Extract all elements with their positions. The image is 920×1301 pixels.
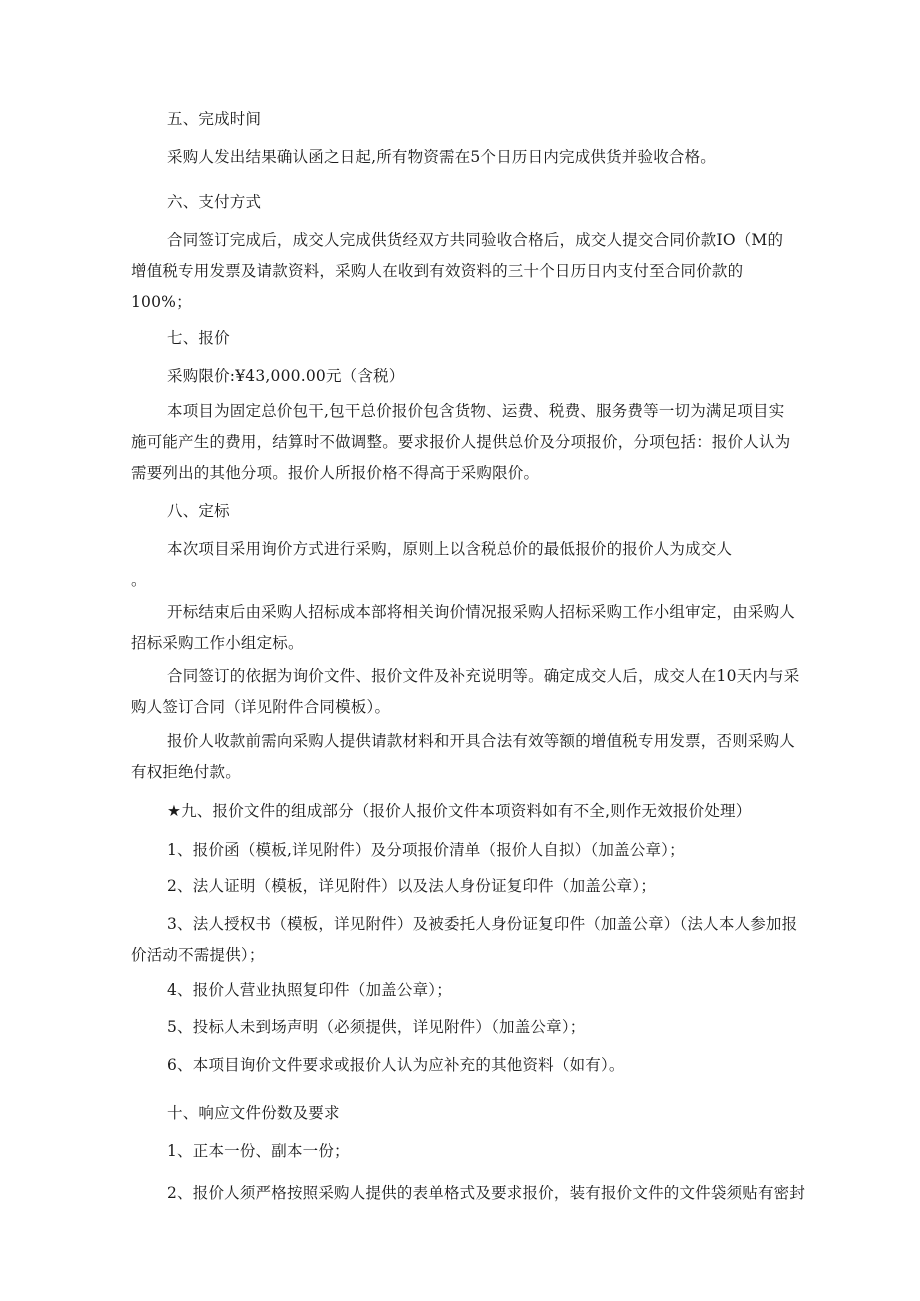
section-heading-award: 八、定标 xyxy=(167,502,230,520)
text-line: 合同签订完成后，成交人完成供货经双方共同验收合格后，成交人提交合同价款IO（M的 xyxy=(167,231,784,249)
paragraph-contract-basis xyxy=(131,661,800,723)
section-heading-completion-time: 五、完成时间 xyxy=(167,110,262,128)
text-line: 购人签订合同（详见附件合同模板）。 xyxy=(131,698,391,716)
section-heading-payment: 六、支付方式 xyxy=(167,193,262,211)
text-line: 价活动不需提供）； xyxy=(131,946,265,964)
paragraph-invoice xyxy=(131,726,796,788)
text-line: 本次项目采用询价方式进行采购，原则上以含税总价的最低报价的报价人为成交人 xyxy=(167,540,733,558)
paragraph-payment xyxy=(131,225,791,318)
list-item: 2、报价人须严格按照采购人提供的表单格式及要求报价，装有报价文件的文件袋须贴有密封 xyxy=(167,1184,806,1202)
paragraph-award-method xyxy=(131,534,791,596)
list-item: 1、报价函（模板,详见附件）及分项报价清单（报价人自拟）（加盖公章）； xyxy=(167,841,685,859)
list-item xyxy=(131,909,798,971)
text-line: 报价人收款前需向采购人提供请款材料和开具合法有效等额的增值税专用发票，否则采购人 xyxy=(167,732,796,750)
list-item: 2、法人证明（模板，详见附件）以及法人身份证复印件（加盖公章）； xyxy=(167,877,657,895)
section-heading-quotation: 七、报价 xyxy=(167,329,230,347)
text-line: 需要列出的其他分项。报价人所报价格不得高于采购限价。 xyxy=(131,464,540,482)
list-item: 4、报价人营业执照复印件（加盖公章）； xyxy=(167,981,452,999)
text-line: 开标结束后由采购人招标成本部将相关询价情况报采购人招标采购工作小组审定，由采购人 xyxy=(167,603,796,621)
text-line: 100%； xyxy=(131,293,192,311)
list-item: 1、正本一份、副本一份； xyxy=(167,1142,350,1160)
paragraph-fixed-price xyxy=(131,396,791,489)
section-heading-quotation-documents: ★九、报价文件的组成部分（报价人报价文件本项资料如有不全,则作无效报价处理） xyxy=(167,802,752,820)
text-line: 增值税专用发票及请款资料，采购人在收到有效资料的三十个日历日内支付至合同价款的 xyxy=(131,262,744,280)
text-line: 招标采购工作小组定标。 xyxy=(131,634,304,652)
text-line: 合同签订的依据为询价文件、报价文件及补充说明等。确定成交人后，成交人在10天内与采 xyxy=(167,667,800,685)
text-line: 3、法人授权书（模板，详见附件）及被委托人身份证复印件（加盖公章）（法人本人参加报 xyxy=(167,915,798,933)
text-line: 。 xyxy=(131,571,147,589)
text-line: 有权拒绝付款。 xyxy=(131,763,241,781)
paragraph-award-review xyxy=(131,597,796,659)
text-line: 本项目为固定总价包干,包干总价报价包含货物、运费、税费、服务费等一切为满足项目实 xyxy=(167,402,785,420)
paragraph-price-limit: 采购限价:¥43,000.00元（含税） xyxy=(167,367,405,385)
text-line: 施可能产生的费用，结算时不做调整。要求报价人提供总价及分项报价，分项包括：报价人认为 xyxy=(131,433,791,451)
section-heading-response-copies: 十、响应文件份数及要求 xyxy=(167,1104,340,1122)
paragraph-completion-time: 采购人发出结果确认函之日起,所有物资需在5个日历日内完成供货并验收合格。 xyxy=(167,148,716,166)
list-item: 6、本项目询价文件要求或报价人认为应补充的其他资料（如有）。 xyxy=(167,1056,625,1074)
list-item: 5、投标人未到场声明（必须提供，详见附件）（加盖公章）； xyxy=(167,1018,586,1036)
